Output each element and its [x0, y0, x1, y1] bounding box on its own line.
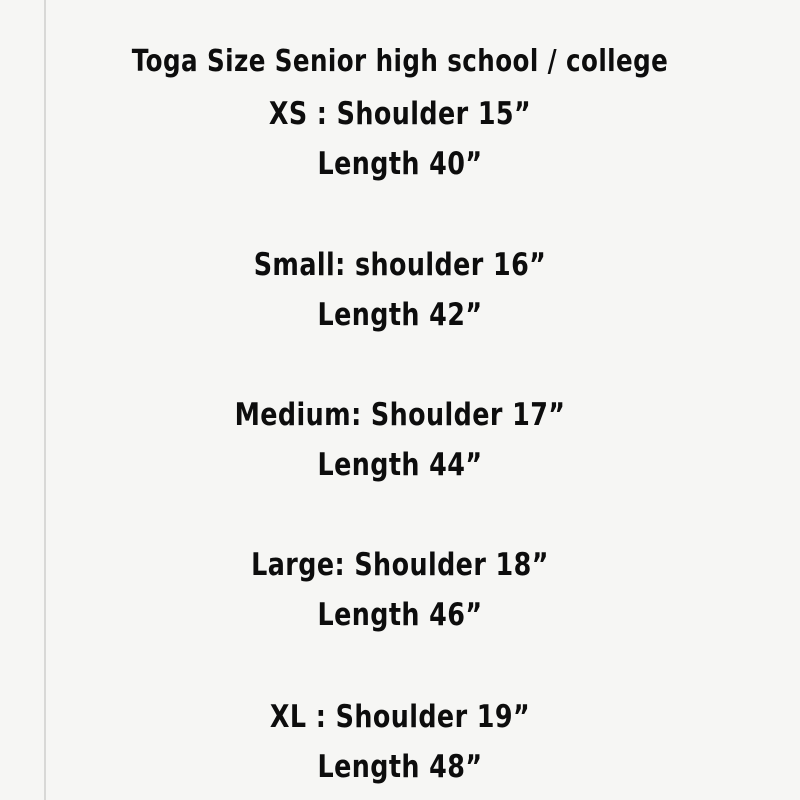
page-title: Toga Size Senior high school / college	[131, 44, 669, 79]
size-large-shoulder: Large: Shoulder 18”	[251, 547, 549, 583]
size-xs-shoulder: XS : Shoulder 15”	[268, 96, 532, 132]
size-large-length: Length 46”	[317, 597, 483, 633]
size-xl-shoulder: XL : Shoulder 19”	[269, 699, 531, 735]
size-medium-shoulder: Medium: Shoulder 17”	[234, 397, 566, 433]
size-small-shoulder: Small: shoulder 16”	[253, 247, 547, 283]
size-xl-length: Length 48”	[317, 749, 483, 785]
size-xs-length: Length 40”	[317, 146, 483, 182]
size-medium-length: Length 44”	[317, 447, 483, 483]
size-small-length: Length 42”	[317, 297, 483, 333]
left-border-line	[44, 0, 46, 800]
